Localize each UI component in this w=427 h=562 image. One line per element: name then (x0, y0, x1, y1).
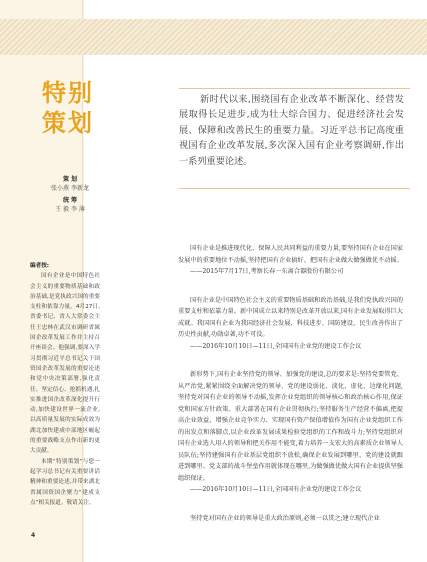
editor-note-paragraph: 本期“特别策划”与您一起学习总书记有关重要讲话精神和重要论述,并带来湖北省属国资国企聚力“建成支点”相关报道。敬请关注。 (30, 458, 100, 506)
quote-text: 新形势下,国有企业坚持党的领导、加强党的建设,总的要求是:坚持党要管党、从严治党,紧紧围绕全面解决党的领导、党的建设弱化、淡化、虚化、边缘化问题,坚持党对国有企业的领导不动摇,发挥企业党组织的领导核心和政治核心作用,保证党和国家方针政策、重大部署在国有企业贯彻执行;坚持服务生产经营不偏离,把提高企业效益、增强企业竞争实力、实现国有资产保值增值作为国有企业党组织工作的出发点和落脚点,以企业改革发展成果检验党组织的工作和战斗力;坚持党组织对国有企业选人用人的领导和把关作用不能变,着力培养一支宏大的高素质企业领导人员队伍;坚持建强国有企业基层党组织不放松,确保企业发展到哪里、党的建设就跟进到哪里、党支部的战斗堡垒作用就体现在哪里,为做强做优做大国有企业提供坚强组织保证。 (178, 371, 403, 482)
write-role: 统 筹 (62, 197, 78, 204)
title-line-1: 特别 (42, 79, 94, 107)
credits-block (47, 175, 93, 217)
quote-source: ——2015年7月17日,考察长春一东离合器股份有限公司 (190, 268, 344, 275)
special-feature-title (42, 78, 94, 138)
quote-source: ——2016年10月10日—11日,全国国有企业党的建设工作会议 (190, 342, 362, 350)
editor-note-paragraph: 国有企业是中国特色社会主义的重要物质基础和政治基础,是党执政兴国的重要支柱和依靠力量。4月27日,省委书记、省人大常委会主任王忠林在武汉市调研省属国企改革发展工作并主持召开座谈会。他强调,要深入学习贯彻习近平总书记关于国资国企改革发展的重要论述和党中央决策部署,强化责任、坚定信心、抢抓机遇,扎实推进国企改革深化提升行动,加快建设世界一流企业,以高质量发展的实际成效为湖北加快建成中部地区崛起的重要战略支点作出新的更大贡献。 (30, 273, 100, 455)
plan-role: 策 划 (62, 176, 78, 183)
intro-paragraph: 新时代以来,围绕国有企业改革不断深化、经营发展取得长足进步,成为壮大综合国力、促进经济社会发展、保障和改善民生的重要力量。习近平总书记高度重视国有企业改革发展,多次深入国有企业考察调研,作出一系列重要论述。 (179, 94, 404, 167)
quote-source: ——2016年10月10日—11日,全国国有企业党的建设工作会议 (190, 486, 362, 493)
quote-text: 国有企业是中国特色社会主义的重要物质基础和政治基础,是我们党执政兴国的重要支柱和依靠力量。新中国成立以来特别是改革开放以来,国有企业发展取得巨大成就。我国国有企业为我国经济社会发展、科技进步、国防建设、民生改善作出了历史性贡献,功勋卓著,功不可没。 (178, 296, 403, 338)
header-stripe-band (0, 19, 427, 55)
quote-text: 国有企业是推进现代化、保障人民共同利益的重要力量,要坚持国有企业在国家发展中的重要地位不动摇,坚持把国有企业搞好、把国有企业做大做强做优不动摇。 (178, 245, 403, 264)
editor-note (30, 261, 100, 508)
editor-note-heading: 编者按: (30, 263, 50, 269)
intro-top-rule (179, 88, 410, 89)
intro-bottom-rule (179, 188, 410, 189)
plan-names: 张小燕 李新龙 (51, 185, 89, 192)
quote-text: 坚持党对国有企业的领导是重大政治原则,必须一以贯之;建立现代企业 (190, 514, 380, 522)
title-line-2: 策划 (42, 109, 94, 137)
quotes-column (178, 243, 403, 524)
page-number: 4 (31, 532, 36, 539)
write-names: 王 毅 李 薄 (55, 206, 85, 213)
